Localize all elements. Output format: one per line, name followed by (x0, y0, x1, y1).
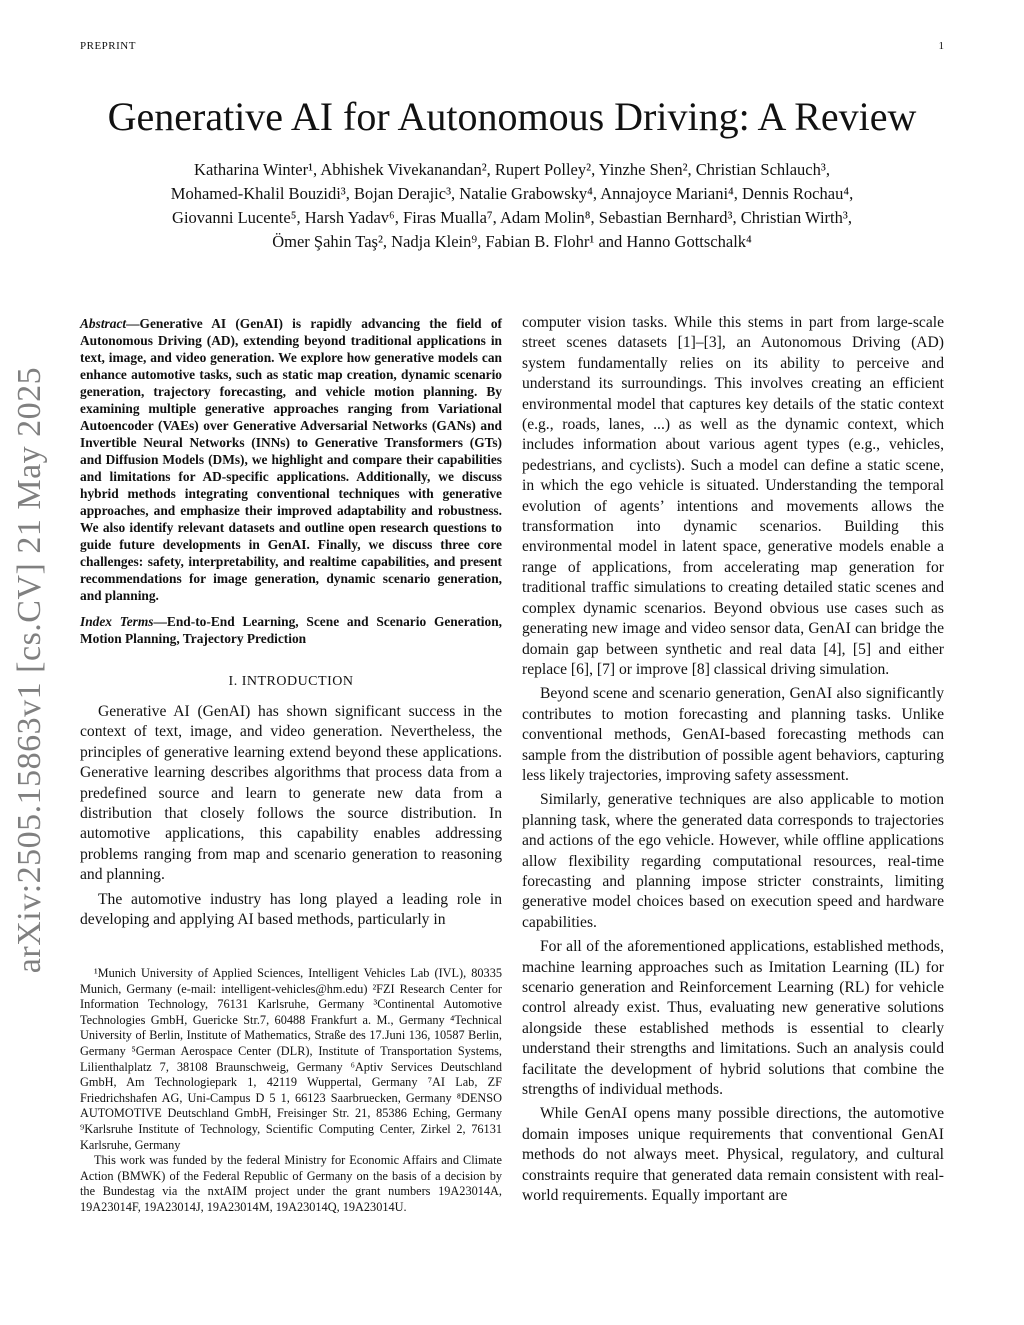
author-list (80, 158, 944, 254)
body-paragraph: The automotive industry has long played a leading role in developing and applying AI based methods, particularly in (80, 890, 502, 929)
paper-title: Generative AI for Autonomous Driving: A Review (107, 94, 917, 139)
affiliation-footnote: ¹Munich University of Applied Sciences, Intelligent Vehicles Lab (IVL), 80335 Munich, Germany (e-mail: intelligent-vehicles@hm.edu) ²FZI Research Center for Information Technology, 76131 Karlsruhe, Germany ³Continental Automotive Technologies GmbH, Guericke Str.7, 60488 Frankfurt a. M., Germany ⁴Technical University of Berlin, Institute of Mathematics, Straße des 17.Juni 136, 10587 Berlin, Germany ⁵German Aerospace Center (DLR), Institute of Transportation Systems, Lilienthalplatz 7, 38108 Braunschweig, Germany ⁶Aptiv Services Deutschland GmbH, Am Technologiepark 1, 42119 Wuppertal, Germany ⁷AI Lab, ZF Friedrichshafen AG, Uni-Campus D 5 1, 66123 Saarbruecken, Germany ⁸DENSO AUTOMOTIVE Deutschland GmbH, Freisinger Str. 21, 85386 Eching, Germany ⁹Karlsruhe Institute of Technology, Scientific Computing Center, Zirkel 2, 76131 Karlsruhe, Germany (80, 966, 502, 1152)
author-line: Katharina Winter¹, Abhishek Vivekanandan², Rupert Polley², Yinzhe Shen², Christian Schlauch³, (194, 160, 830, 179)
body-paragraph: Generative AI (GenAI) has shown significant success in the context of text, image, and video generation. Nevertheless, the principles of generative learning extend beyond these applications. Generative learning describes algorithms that process data from a predefined source and learn to generate new data from a distribution that closely follows the source distribution. In automotive applications, this capability enables addressing problems ranging from map and scenario generation to reasoning and planning. (80, 703, 502, 884)
body-paragraph: While GenAI opens many possible directions, the automotive domain imposes unique requirements that conventional GenAI methods do not always meet. Physical, regulatory, and cultural constraints require that generated data remain consistent with real-world requirements. Equally important are (522, 1105, 944, 1205)
author-line: Giovanni Lucente⁵, Harsh Yadav⁶, Firas Mualla⁷, Adam Molin⁸, Sebastian Bernhard³, Christian Wirth³, (172, 208, 852, 227)
author-line: Ömer Şahin Taş², Nadja Klein⁹, Fabian B. Flohr¹ and Hanno Gottschalk⁴ (272, 232, 752, 251)
abstract (80, 315, 502, 604)
index-terms-text: —End-to-End Learning, Scene and Scenario Generation, Motion Planning, Trajectory Prediction (80, 614, 503, 646)
section-heading: I. INTRODUCTION (228, 674, 354, 689)
footnotes (80, 966, 502, 1216)
left-column (80, 315, 502, 930)
body-paragraph: Similarly, generative techniques are also applicable to motion planning task, where the generated data corresponds to trajectories and actions of the ego vehicle. However, while offline applications allow flexibility regarding computational resources, real-time forecasting and planning impose stricter constraints, limiting generative model choices based on execution speed and hardware capabilities. (522, 791, 944, 931)
body-paragraph: For all of the aforementioned applications, established methods, machine learning approaches such as Imitation Learning (IL) for scenario generation and Reinforcement Learning (RL) for vehicle control already exist. Thus, evaluating new generative solutions alongside these established methods is essential to clearly understand their strengths and limitations. Such an analysis could facilitate the development of hybrid solutions that combine the strengths of individual methods. (522, 938, 944, 1099)
arxiv-stamp (10, 366, 50, 974)
abstract-label: Abstract (80, 316, 127, 331)
running-header: PREPRINT (80, 40, 136, 52)
body-paragraph: computer vision tasks. While this stems in part from large-scale street scenes datasets [1]–[3], an Autonomous Driving (AD) system fundamentally relies on its ability to perceive and understand its surroundings. This involves creating an efficient environmental model that captures key details of the static context (e.g., roads, lanes, ...) as well as the dynamic context, which includes information about various agent types (e.g., vehicles, pedestrians, and cyclists). Such a model can define a static scene, in which the ego vehicle is situated. Understanding the temporal evolution of agents’ intentions and movements allows the transformation into dynamic scenarios. Building this environmental model in latent space, generative models enable a range of applications, from accelerating map generation for traditional traffic simulations to creating detailed static scenes and complex dynamic scenarios. Beyond obvious use cases such as generating new image and video sensor data, GenAI can bridge the domain gap between synthetic and real data [4], [5] and either replace [6], [7] or improve [8] classical driving simulation. (522, 314, 944, 678)
body-paragraph: Beyond scene and scenario generation, GenAI also significantly contributes to motion forecasting and planning tasks. Unlike conventional methods, GenAI-based forecasting methods can sample from the distribution of possible agent behaviors, capturing less likely trajectories, improving safety assessment. (522, 685, 944, 784)
funding-footnote: This work was funded by the federal Ministry for Economic Affairs and Climate Action (BMWK) of the Federal Republic of Germany on the basis of a decision by the Bundestag via the nxtAIM project under the grant numbers 19A23014A, 19A23014F, 19A23014J, 19A23014M, 19A23014Q, 19A23014U. (80, 1153, 502, 1214)
abstract-text: —Generative AI (GenAI) is rapidly advancing the field of Autonomous Driving (AD), extending beyond traditional applications in text, image, and video generation. We explore how generative models can enhance automotive tasks, such as static map creation, dynamic scenario generation, trajectory forecasting, and vehicle motion planning. By examining multiple generative approaches ranging from Variational Autoencoder (VAEs) over Generative Adversarial Networks (GANs) and Invertible Neural Networks (INNs) to Generative Transformers (GTs) and Diffusion Models (DMs), we highlight and compare their capabilities and limitations for AD-specific applications. Additionally, we discuss hybrid methods integrating conventional techniques with generative approaches, and emphasize their improved adaptability and robustness. We also identify relevant datasets and outline open research questions to guide future developments in GenAI. Finally, we discuss three core challenges: safety, interpretability, and realtime capabilities, and present recommendations for image generation, dynamic scenario generation, and planning. (80, 316, 502, 603)
author-line: Mohamed-Khalil Bouzidi³, Bojan Derajic³, Natalie Grabowsky⁴, Annajoyce Mariani⁴, Dennis Rochau⁴, (170, 184, 854, 203)
page-number: 1 (938, 40, 944, 52)
index-terms-label: Index Terms (80, 614, 154, 629)
index-terms (80, 613, 502, 647)
arxiv-stamp-text: arXiv:2505.15863v1 [cs.CV] 21 May 2025 (11, 366, 49, 974)
right-column (522, 313, 944, 1206)
